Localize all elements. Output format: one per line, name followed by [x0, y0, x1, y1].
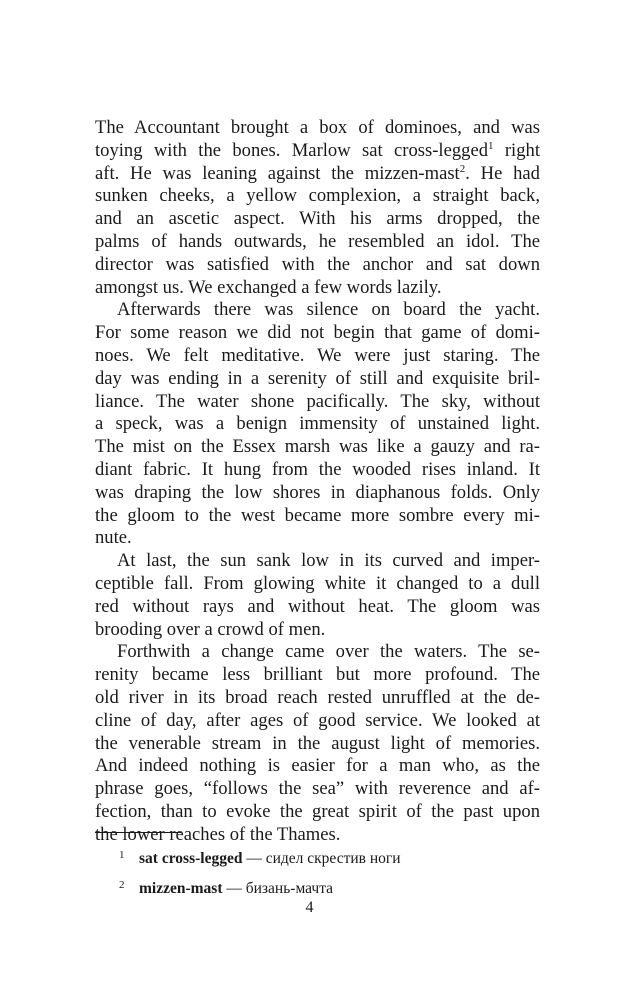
- footnote-gloss: — сидел скрестив ноги: [242, 850, 401, 867]
- footnote-term: sat cross-legged: [139, 850, 243, 867]
- text-line: renity became less brilliant but more profound. The: [95, 664, 540, 686]
- text-line: noes. We felt meditative. We were just staring. The: [95, 344, 540, 366]
- text-line: And indeed nothing is easier for a man who, as the: [95, 755, 540, 777]
- footnote-number: 1: [119, 849, 125, 861]
- page-body: [95, 117, 540, 847]
- page-number: 4: [305, 899, 314, 916]
- main-text: [95, 117, 540, 847]
- text-line: phrase goes, “follows the sea” with reverence and af-: [95, 778, 540, 800]
- text-line: cline of day, after ages of good service. We looked at: [95, 709, 540, 731]
- text-line: red without rays and without heat. The gloom was: [95, 595, 540, 617]
- paragraph: [95, 641, 540, 846]
- footnote-ref: 2: [459, 162, 466, 175]
- text-line: amongst us. We exchanged a few words lazily.: [95, 276, 442, 298]
- text-line: For some reason we did not begin that game of domi-: [95, 322, 540, 344]
- footnote-item: [95, 872, 540, 902]
- text-line: palms of hands outwards, he resembled an idol. The: [95, 230, 540, 252]
- footnote-number: 2: [119, 879, 125, 891]
- footnote-divider: [95, 832, 181, 833]
- footnote-gloss: — бизань-мачта: [222, 880, 334, 897]
- text-line: The mist on the Essex marsh was like a gauzy and ra-: [95, 436, 540, 458]
- footnote-ref: 1: [488, 139, 494, 152]
- text-line: aft. He was leaning against the mizzen-mast$^2$. He had: [95, 162, 540, 184]
- text-line: liance. The water shone pacifically. The sky, without: [95, 390, 540, 412]
- paragraph: [95, 117, 540, 299]
- text-line: toying with the bones. Marlow sat cross-legged$^1$ right: [95, 139, 540, 161]
- text-line: the gloom to the west became more sombre every mi-: [95, 504, 540, 526]
- text-line: At last, the sun sank low in its curved and imper-: [117, 550, 540, 572]
- text-line: Afterwards there was silence on board the yacht.: [117, 299, 540, 321]
- text-line: day was ending in a serenity of still and exquisite bril-: [95, 367, 540, 389]
- text-line: the lower reaches of the Thames.: [95, 823, 341, 845]
- text-line: sunken cheeks, a yellow complexion, a straight back,: [95, 185, 540, 207]
- text-line: brooding over a crowd of men.: [95, 618, 326, 640]
- footnotes: [95, 842, 540, 902]
- text-line: The Accountant brought a box of dominoes, and was: [95, 117, 540, 138]
- text-line: a speck, was a benign immensity of unstained light.: [95, 413, 540, 435]
- text-line: and an ascetic aspect. With his arms dropped, the: [95, 208, 540, 230]
- text-line: director was satisfied with the anchor and sat down: [95, 253, 540, 275]
- text-line: nute.: [95, 527, 132, 549]
- text-line: the venerable stream in the august light of memories.: [95, 732, 540, 754]
- text-line: ceptible fall. From glowing white it changed to a dull: [95, 572, 540, 594]
- text-line: old river in its broad reach rested unruffled at the de-: [95, 686, 540, 708]
- footnote-term: mizzen-mast: [139, 880, 223, 897]
- text-line: was draping the low shores in diaphanous folds. Only: [95, 481, 540, 503]
- paragraph: [95, 299, 540, 550]
- text-line: diant fabric. It hung from the wooded rises inland. It: [95, 458, 540, 480]
- footnote-item: [95, 842, 540, 872]
- paragraph: [95, 550, 540, 641]
- text-line: Forthwith a change came over the waters. The se-: [117, 641, 540, 663]
- text-line: fection, than to evoke the great spirit of the past upon: [95, 800, 540, 822]
